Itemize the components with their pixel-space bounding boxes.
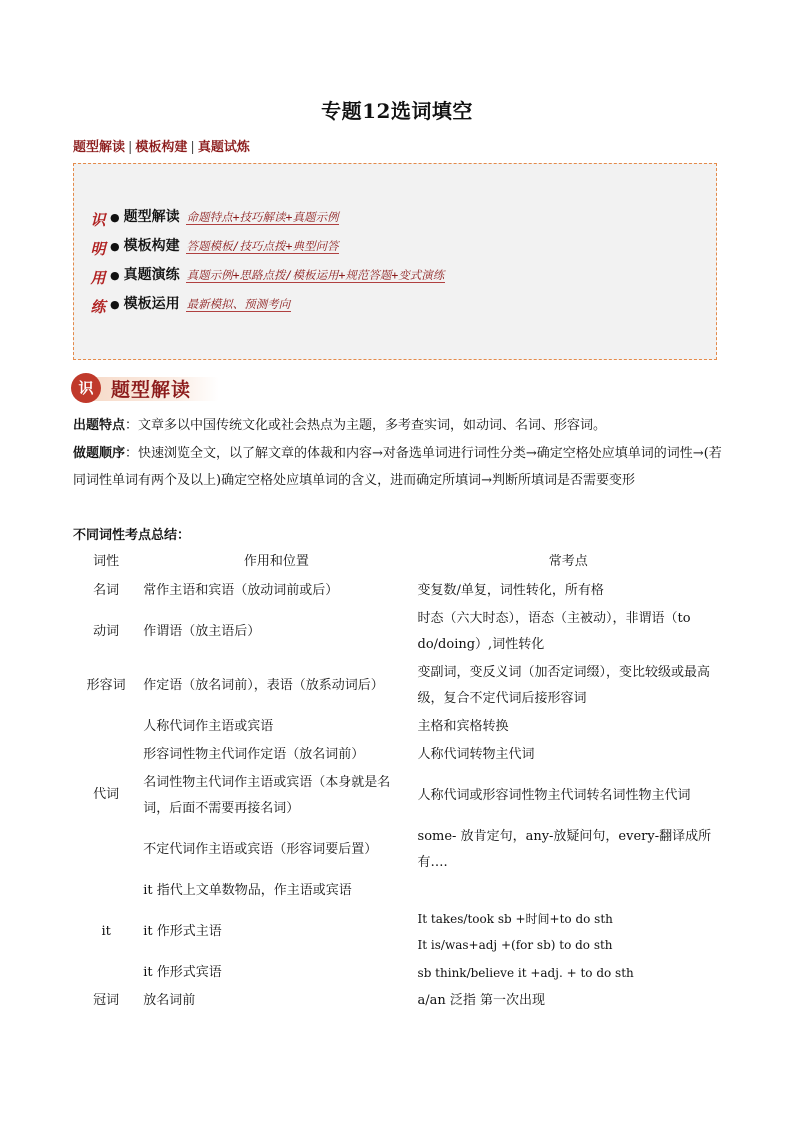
cell-pos: 形容词 [86,678,126,693]
overview-vertical-text [88,206,108,322]
nav-link-template[interactable]: 模板构建 [135,140,188,155]
cell-point-line: It takes/took sb +时间+to do sth [417,912,613,926]
nav-link-practice[interactable]: 真题试炼 [197,140,250,155]
nav-link-interpretation[interactable]: 题型解读 [73,140,126,155]
cell-point: 主格和宾格转换 [417,719,509,734]
cell-point: sb think/believe it +adj. + to do sth [417,966,634,980]
bullet-icon: ● [110,298,120,311]
table-row [73,577,723,605]
section-nav: 题型解读 | 模板构建 | 真题试炼 [73,140,250,155]
overview-item [110,206,339,226]
cell-pos: 代词 [93,787,120,802]
cell-pos: 冠词 [93,993,120,1008]
cell-role: 形容词性物主代词作定语（放名词前） [143,747,365,762]
overview-item-desc: 最新模拟、预测考向 [186,297,291,311]
cell-point: a/an 泛指 第一次出现 [417,993,546,1008]
cell-pos: 动词 [93,624,120,639]
section-title: 题型解读 [111,379,192,401]
cell-point-line: It is/was+adj +(for sb) to do sth [417,938,613,952]
cell-point: 变副词，变反义词（加否定词缀），变比较级或最高级，复合不定代词后接形容词 [417,665,711,706]
table-row [73,959,723,987]
cell-point: 人称代词转物主代词 [417,747,535,762]
header-pos: 词性 [93,554,120,569]
cell-role: 名词性物主代词作主语或宾语（本身就是名词，后面不需要再接名词） [143,775,391,816]
overview-item-label: 模板构建 [123,238,180,254]
cell-role: it 指代上文单数物品，作主语或宾语 [143,883,352,898]
bullet-icon: ● [110,211,120,224]
cell-pos: 名词 [93,583,120,598]
cell-point: some- 放肯定句，any-放疑问句，every-翻译成所有…. [417,829,712,870]
cell-role: 人称代词作主语或宾语 [143,719,274,734]
section-badge-icon: 识 [71,373,101,403]
cell-point [414,877,723,905]
overview-item [110,293,291,313]
overview-item [110,235,339,255]
table-row [73,769,723,823]
overview-item-label: 真题演练 [123,267,180,283]
paragraph-text: ：文章多以中国传统文化或社会热点为主题，多考查实词，如动词、名词、形容词。 [125,418,607,433]
cell-point: 时态（六大时态），语态（主被动），非谓语（to do/doing）,词性转化 [417,611,691,652]
vertical-char: 明 [90,240,106,258]
table-row [73,987,723,1015]
cell-role: 常作主语和宾语（放动词前或后） [143,583,339,598]
overview-item-label: 题型解读 [123,209,180,225]
cell-point: 人称代词或形容词性物主代词转名词性物主代词 [417,788,691,803]
table-title: 不同词性考点总结： [73,528,191,543]
table-header-row [73,547,723,577]
table-row [73,877,723,905]
section-banner [71,373,221,405]
cell-role: 不定代词作主语或宾语（形容词要后置） [143,842,378,857]
bullet-icon: ● [110,269,120,282]
paragraph-order [73,440,723,494]
vertical-char: 练 [90,298,106,316]
vertical-char: 用 [90,269,106,287]
paragraph-label: 出题特点 [73,418,126,433]
table-row [73,605,723,659]
cell-point [414,905,723,959]
overview-item-label: 模板运用 [123,296,180,312]
overview-item-desc: 答题模板/技巧点拨+典型问答 [186,239,339,253]
table-row [73,713,723,741]
overview-item-desc: 真题示例+思路点拨/模板运用+规范答题+变式演练 [186,268,445,282]
header-point: 常考点 [548,554,588,569]
pos-summary-table [73,547,723,1015]
bullet-icon: ● [110,240,120,253]
paragraph-text: ：快速浏览全文，以了解文章的体裁和内容→对备选单词进行词性分类→确定空格处应填单词的词性→(若同词性单词有两个及以上)确定空格处应填单词的含义，进而确定所填词→判断所填词是否需要变形 [73,446,722,488]
cell-point: 变复数/单复，词性转化，所有格 [417,583,604,598]
cell-role: it 作形式主语 [143,924,222,939]
table-row [73,741,723,769]
page-title: 专题12选词填空 [321,99,473,123]
overview-item-desc: 命题特点+技巧解读+真题示例 [186,210,339,224]
cell-role: 作谓语（放主语后） [143,624,261,639]
header-role: 作用和位置 [243,554,309,569]
cell-role: 放名词前 [143,993,196,1008]
overview-box [73,163,717,360]
table-row [73,905,723,959]
table-row [73,823,723,877]
paragraph-features [73,412,723,439]
cell-role: 作定语（放名词前），表语（放系动词后） [143,678,384,693]
vertical-char: 识 [90,211,106,229]
paragraph-label: 做题顺序 [73,446,126,461]
table-row [73,659,723,713]
cell-pos: it [101,924,111,939]
cell-role: it 作形式宾语 [143,965,222,980]
overview-item [110,264,445,284]
